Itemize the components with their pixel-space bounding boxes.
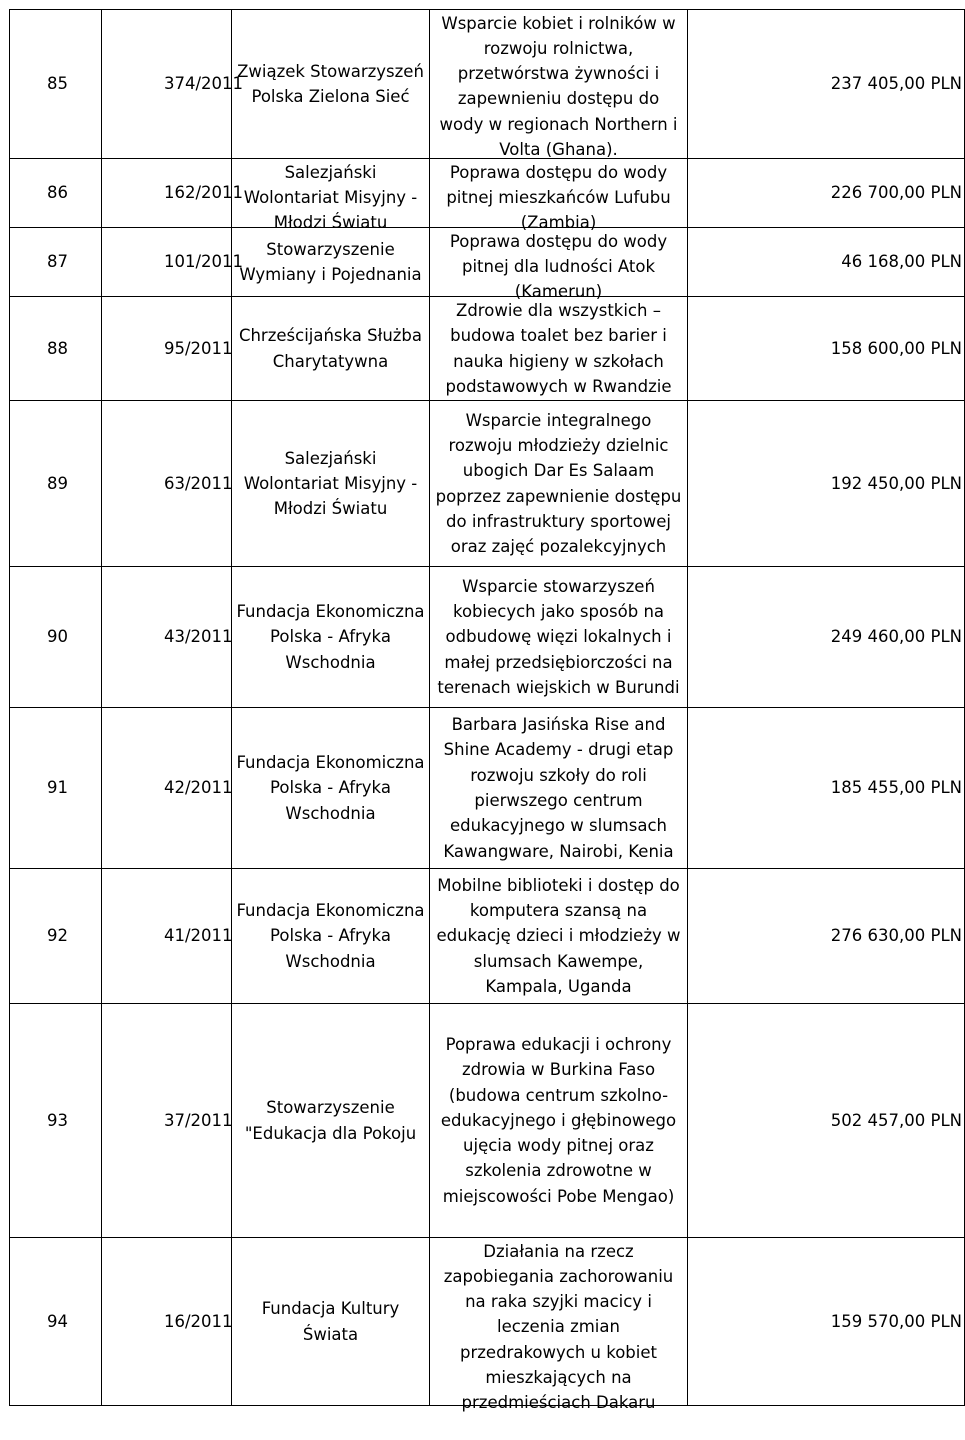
table-row — [10, 1004, 965, 1238]
grants-table — [9, 9, 965, 1413]
application-number: 43/2011 — [164, 627, 233, 647]
project-title-cell — [430, 228, 688, 302]
application-number-cell — [102, 228, 244, 297]
project-title: Poprawa edukacji i ochrony zdrowia w Burkina Faso (budowa centrum szkolno-edukacyjnego i głębinowego ujęcia wody pitnej oraz szkolenia zdrowotne w miejscowości Pobe Mengao) — [440, 1034, 677, 1206]
grant-amount: 185 455,00 PLN — [830, 778, 962, 798]
organization-cell — [232, 401, 430, 567]
project-title: Poprawa dostępu do wody pitnej mieszkańców Lufubu (Zambia) — [446, 162, 671, 233]
application-number: 63/2011 — [164, 473, 233, 493]
row-number: 86 — [47, 183, 68, 203]
organization-cell — [232, 567, 430, 708]
grant-amount: 502 457,00 PLN — [830, 1110, 962, 1130]
table-row — [10, 159, 965, 228]
amount-cell — [688, 10, 965, 159]
project-title-cell — [430, 1004, 688, 1238]
row-number-cell — [10, 1238, 102, 1406]
project-title: Wsparcie stowarzyszeń kobiecych jako sposób na odbudowę więzi lokalnych i małej przedsiębiorczości na terenach wiejskich w Burundi — [437, 576, 680, 697]
row-number-cell — [10, 1004, 102, 1238]
application-number-cell — [102, 567, 232, 708]
row-number-cell — [10, 297, 102, 401]
table-row — [10, 228, 965, 297]
organization-name: Fundacja Ekonomiczna Polska - Afryka Wschodnia — [236, 602, 425, 672]
table-row — [10, 1238, 965, 1406]
project-title: Zdrowie dla wszystkich – budowa toalet bez barier i nauka higieny w szkołach podstawowych w Rwandzie — [445, 300, 672, 396]
organization-cell — [232, 159, 430, 233]
row-number-cell — [10, 401, 102, 567]
project-title-cell — [430, 401, 688, 567]
organization-cell — [232, 708, 430, 869]
application-number: 16/2011 — [164, 1311, 233, 1331]
amount-cell — [688, 1004, 965, 1238]
application-number: 95/2011 — [164, 338, 233, 358]
organization-name: Chrześcijańska Służba Charytatywna — [238, 326, 423, 371]
grant-amount: 158 600,00 PLN — [830, 338, 962, 358]
row-number: 87 — [47, 252, 68, 272]
organization-name: Związek Stowarzyszeń Polska Zielona Sieć — [237, 61, 424, 106]
organization-name: Fundacja Ekonomiczna Polska - Afryka Wschodnia — [236, 901, 425, 971]
grants-table-body — [10, 10, 965, 1413]
project-title-cell — [430, 708, 688, 869]
row-number-cell — [10, 708, 102, 869]
application-number-cell — [102, 869, 232, 1004]
application-number-cell — [102, 10, 244, 159]
project-title: Barbara Jasińska Rise and Shine Academy - drugi etap rozwoju szkoły do roli pierwszego centrum edukacyjnego w slumsach Kawangware, Nairobi, Kenia — [443, 715, 674, 861]
row-number-cell — [10, 567, 102, 708]
grant-amount: 276 630,00 PLN — [830, 926, 962, 946]
row-number-cell — [10, 10, 102, 159]
row-number: 85 — [47, 74, 68, 94]
row-number: 91 — [47, 778, 68, 798]
project-title: Działania na rzecz zapobiegania zachorowaniu na raka szyjki macicy i leczenia zmian przedrakowych u kobiet mieszkających na przedmieściach Dakaru — [443, 1241, 674, 1413]
row-number: 90 — [47, 627, 68, 647]
amount-cell — [688, 228, 965, 297]
project-title: Wsparcie integralnego rozwoju młodzieży dzielnic ubogich Dar Es Salaam poprzez zapewnienie dostępu do infrastruktury sportowej oraz zajęć pozalekcyjnych — [435, 410, 682, 557]
grant-amount: 159 570,00 PLN — [830, 1311, 962, 1331]
amount-cell — [688, 567, 965, 708]
organization-name: Fundacja Ekonomiczna Polska - Afryka Wschodnia — [236, 753, 425, 823]
application-number-cell — [102, 1238, 232, 1406]
row-number: 89 — [47, 473, 68, 493]
table-row — [10, 10, 965, 159]
organization-name: Stowarzyszenie "Edukacja dla Pokoju — [244, 1098, 417, 1143]
amount-cell — [688, 401, 965, 567]
project-title-cell — [430, 297, 688, 401]
grant-amount: 192 450,00 PLN — [830, 473, 962, 493]
project-title-cell — [430, 10, 688, 159]
grant-amount: 226 700,00 PLN — [830, 183, 962, 203]
organization-name: Salezjański Wolontariat Misyjny - Młodzi Światu — [243, 162, 418, 233]
row-number-cell — [10, 869, 102, 1004]
project-title-cell — [430, 1238, 688, 1413]
organization-cell — [232, 1004, 430, 1238]
project-title-cell — [430, 567, 688, 708]
organization-cell — [232, 228, 430, 297]
application-number-cell — [102, 401, 232, 567]
amount-cell — [688, 869, 965, 1004]
row-number-cell — [10, 159, 102, 228]
organization-name: Stowarzyszenie Wymiany i Pojednania — [239, 239, 422, 284]
project-title: Poprawa dostępu do wody pitnej dla ludności Atok (Kamerun) — [449, 231, 668, 302]
application-number: 162/2011 — [164, 183, 244, 203]
application-number: 42/2011 — [164, 778, 233, 798]
project-title: Wsparcie kobiet i rolników w rozwoju rolnictwa, przetwórstwa żywności i zapewnieniu dostępu do wody w regionach Northern i Volta (Ghana). — [439, 13, 678, 159]
amount-cell — [688, 297, 965, 401]
organization-name: Fundacja Kultury Świata — [261, 1299, 400, 1344]
table-row — [10, 567, 965, 708]
application-number: 374/2011 — [164, 74, 244, 94]
table-row — [10, 401, 965, 567]
row-number: 92 — [47, 926, 68, 946]
table-row — [10, 708, 965, 869]
project-title: Mobilne biblioteki i dostęp do komputera szansą na edukację dzieci i młodzieży w slumsach Kawempe, Kampala, Uganda — [436, 875, 681, 996]
application-number-cell — [102, 159, 244, 228]
project-title-cell — [430, 869, 688, 1004]
amount-cell — [688, 159, 965, 228]
grant-amount: 249 460,00 PLN — [830, 627, 962, 647]
table-row — [10, 297, 965, 401]
organization-cell — [232, 297, 430, 401]
amount-cell — [688, 1238, 965, 1406]
organization-cell — [232, 10, 430, 159]
grant-amount: 46 168,00 PLN — [841, 252, 962, 272]
project-title-cell — [430, 159, 688, 233]
row-number: 88 — [47, 338, 68, 358]
application-number: 37/2011 — [164, 1110, 233, 1130]
table-row — [10, 869, 965, 1004]
application-number: 101/2011 — [164, 252, 244, 272]
application-number: 41/2011 — [164, 926, 233, 946]
row-number: 94 — [47, 1311, 68, 1331]
row-number: 93 — [47, 1110, 68, 1130]
amount-cell — [688, 708, 965, 869]
organization-cell — [232, 1238, 430, 1406]
organization-name: Salezjański Wolontariat Misyjny - Młodzi Światu — [243, 448, 418, 519]
application-number-cell — [102, 708, 232, 869]
application-number-cell — [102, 1004, 232, 1238]
row-number-cell — [10, 228, 102, 297]
application-number-cell — [102, 297, 232, 401]
organization-cell — [232, 869, 430, 1004]
grant-amount: 237 405,00 PLN — [830, 74, 962, 94]
